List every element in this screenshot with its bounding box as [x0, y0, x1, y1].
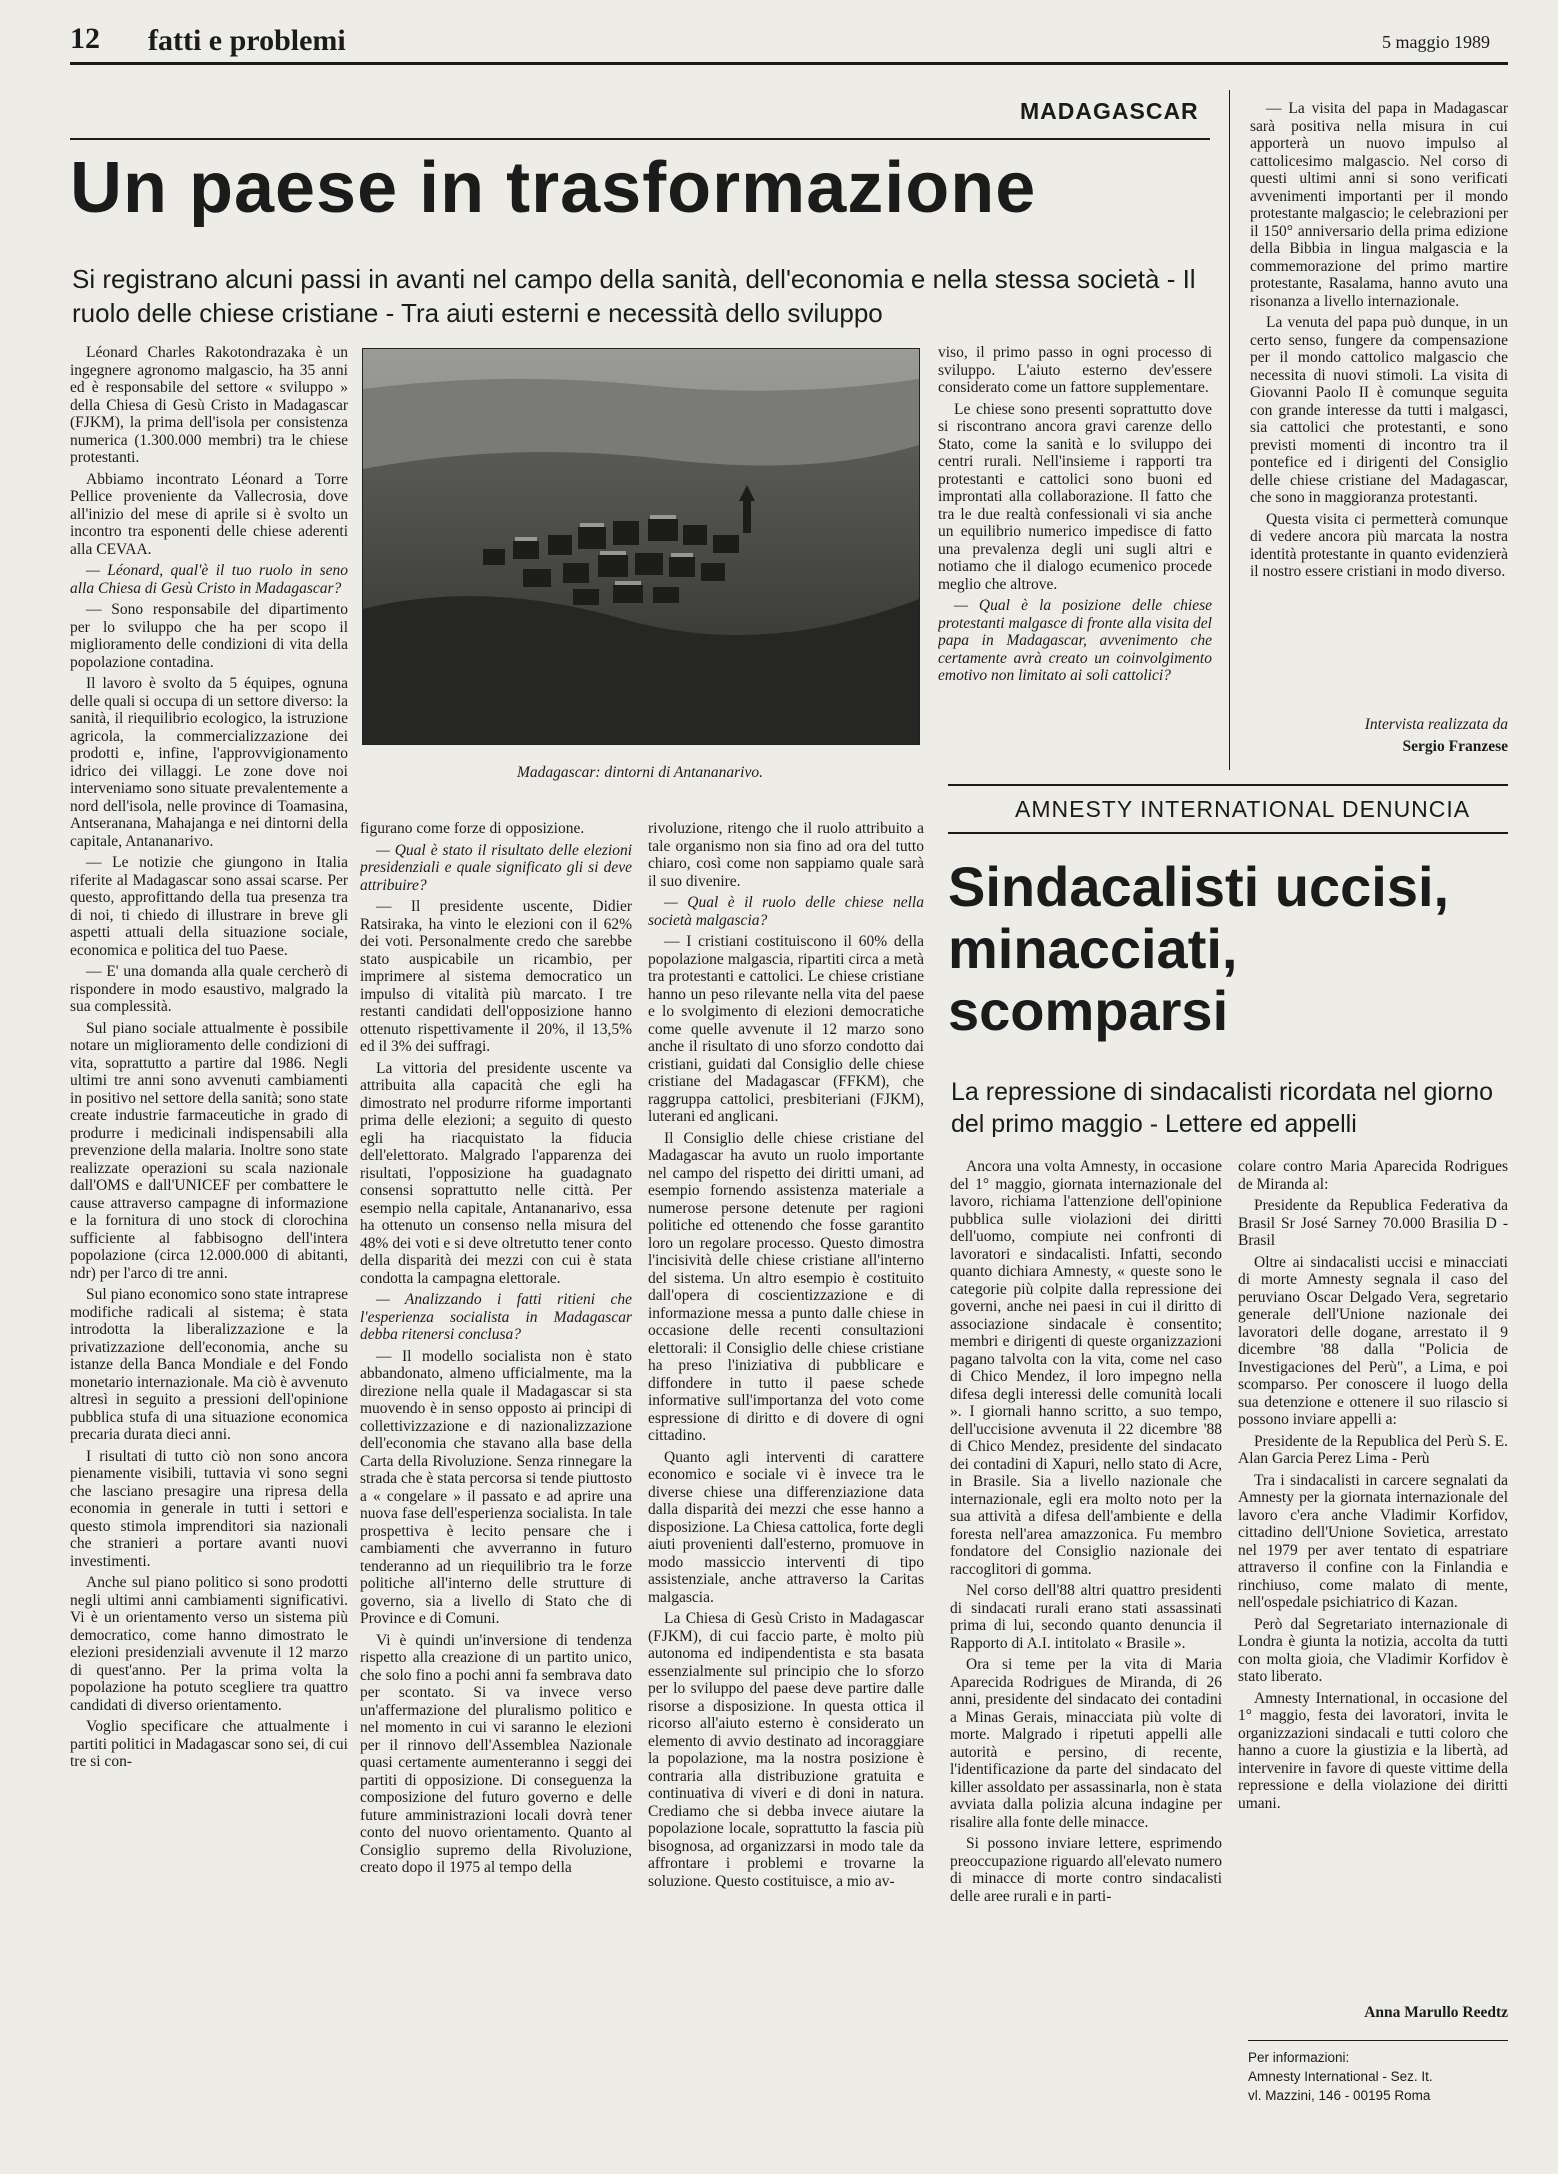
column-divider	[1229, 90, 1230, 770]
amnesty-author-block	[1238, 2004, 1508, 2030]
paragraph: Il Consiglio delle chiese cristiane del Madagascar ha avuto un ruolo importante nel campo del rispetto dei diritti umani, ad esempio fornendo assistenza materiale a numerose persone detenute per ragioni politiche ed ottenendo che fosse garantito loro un regolare processo. Questo dimostra l'incisività delle chiese cristiane all'interno del sistema. Un altro esempio è costituito dall'opera di coscientizzazione e di informazione messa a punto dalle chiese in occasione delle recenti consultazioni elettorali: il Consiglio delle chiese cristiane ha preso l'iniziativa di pubblicare e diffondere in tutto il paese schede informative sull'importanza del voto come espressione di diritto e di dovere di ogni cittadino.	[648, 1129, 924, 1444]
paragraph: — Qual è la posizione delle chiese protestanti malgasce di fronte alla visita del papa in Madagascar, avvenimento che certamente avrà creato un coinvolgimento emotivo non limitato ai soli cattolici?	[938, 597, 1212, 684]
paragraph: — Qual è stato il risultato delle elezioni presidenziali e quale significato gli si deve attribuire?	[360, 841, 632, 894]
info-title: Per informazioni:	[1248, 2050, 1350, 2065]
amnesty-kicker: AMNESTY INTERNATIONAL DENUNCIA	[1015, 796, 1471, 822]
article-kicker: MADAGASCAR	[1020, 98, 1199, 124]
interview-credit-block	[1250, 716, 1508, 776]
paragraph: Il lavoro è svolto da 5 équipes, ognuna delle quali si occupa di un settore diverso: la sanità, il riequilibrio ecologico, la istruzione agricola, la commercializzazione dei prodotti e, infine, l'approvvigionamento idrico dei villaggi. Le zone dove noi interveniamo sono situate prevalentemente a nord dell'isola, nelle province di Toamasina, Antseranana, Mahajanga e nei dintorni della capitale, Antananarivo.	[70, 675, 348, 850]
page-number: 12	[70, 22, 100, 55]
section-title: fatti e problemi	[148, 24, 346, 57]
amnesty-column-1	[950, 1158, 1222, 2158]
paragraph: — La visita del papa in Madagascar sarà positiva nella misura in cui apporterà un nuovo impulso al cattolicesimo malgascio. Nel corso di questi ultimi anni si sono verificati avvenimenti importanti per il mondo protestante malgascio; le celebrazioni per il 150° anniversario della prima edizione della Bibbia in lingua malgascia e la commemorazione del primo martire protestante, Rasalama, hanno avuto una risonanza a livello internazionale.	[1250, 100, 1508, 310]
paragraph: rivoluzione, ritengo che il ruolo attribuito a tale organismo non sia fino ad ora del tutto chiaro, così come non sappiamo quale sarà il suo divenire.	[648, 820, 924, 890]
paragraph: — Sono responsabile del dipartimento per lo sviluppo che ha per scopo il miglioramento delle condizioni di vita della popolazione contadina.	[70, 601, 348, 671]
article-author: Sergio Franzese	[1402, 737, 1508, 755]
amnesty-title: Sindacalisti uccisi, minacciati, scomparsi	[948, 855, 1450, 1042]
header-rule	[70, 62, 1508, 65]
paragraph: — I cristiani costituiscono il 60% della popolazione malgascia, ripartiti circa a metà tra protestanti e cattolici. Le chiese cristiane hanno un peso rilevante nella vita del paese e lo svolgimento di elezioni democratiche come quelle avvenute il 12 marzo sono anche il risultato di uno sforzo condotto dai cristiani, guidati dal Consiglio delle chiese cristiane del Madagascar (FFKM), che raggruppa cattolici, presbiteriani (FJKM), luterani ed anglicani.	[648, 933, 924, 1125]
paragraph: Nel corso dell'88 altri quattro presidenti di sindacati rurali erano stati assassinati prima di lui, secondo quanto denuncia il Rapporto di A.I. intitolato « Brasile ».	[950, 1582, 1222, 1652]
info-box	[1248, 2048, 1508, 2105]
article-title: Un paese in trasformazione	[70, 148, 1037, 228]
paragraph: La vittoria del presidente uscente va attribuita alla capacità che egli ha dimostrato nel produrre riforme importanti prima delle elezioni; a seguito di questo egli ha riacquistato la fiducia dell'elettorato. Malgrado l'apparenza dei risultati, l'opposizione ha guadagnato consensi soprattutto nelle città. Per esempio nella capitale, Antananarivo, essa ha ottenuto un consenso nella misura del 48% dei voti e si deve oltretutto tener conto della disparità dei mezzi con cui è stata condotta la campagna elettorale.	[360, 1059, 632, 1287]
amnesty-kicker-rule	[948, 832, 1508, 834]
paragraph: Questa visita ci permetterà comunque di vedere ancora più marcata la nostra identità protestante in quanto evidenzierà il nostro essere cristiani in modo diverso.	[1250, 510, 1508, 580]
paragraph: colare contro Maria Aparecida Rodrigues de Miranda al:	[1238, 1158, 1508, 1193]
paragraph: Presidente da Republica Federativa da Brasil Sr José Sarney 70.000 Brasilia D - Brasil	[1238, 1197, 1508, 1249]
paragraph: Le chiese sono presenti soprattutto dove si riscontrano ancora gravi carenze dello Stato, come la sanità e lo sviluppo dei centri rurali. Nell'insieme i rapporti tra protestanti e cattolici sono buoni ed improntati alla collaborazione. Il fatto che tra le due realtà confessionali vi sia anche un equilibrio numerico impedisce di fatto una prevalenza degli uni sugli altri e notiamo che il dialogo ecumenico procede meglio che altrove.	[938, 400, 1212, 593]
photo-caption: Madagascar: dintorni di Antananarivo.	[517, 764, 763, 781]
paragraph: I risultati di tutto ciò non sono ancora pienamente visibili, tuttavia vi sono segni che lasciano presagire una ripresa della economia in generale in tutti i settori e questo stimola imprenditori sia nazionali che stranieri a portare avanti nuovi investimenti.	[70, 1447, 348, 1570]
paragraph: Amnesty International, in occasione del 1° maggio, festa dei lavoratori, invita le organizzazioni sindacali e tutti coloro che hanno a cuore la giustizia e la libertà, ad intervenire in favore di queste vittime della repressione e della violazione dei diritti umani.	[1238, 1689, 1508, 1812]
paragraph: — E' una domanda alla quale cercherò di rispondere in modo esaustivo, malgrado la sua complessità.	[70, 963, 348, 1015]
amnesty-column-2	[1238, 1158, 1508, 2028]
paragraph: — Léonard, qual'è il tuo ruolo in seno alla Chiesa di Gesù Cristo in Madagascar?	[70, 562, 348, 597]
amnesty-top-rule	[948, 784, 1508, 786]
paragraph: — Il modello socialista non è stato abbandonato, almeno ufficialmente, ma la direzione nella quale il Madagascar si sta muovendo è in senso opposto ai principi di collettivizzazione e di nazionalizzazione dell'economia che stavano alla base della Carta della Rivoluzione. Senza rinnegare la strada che è stata percorsa si tende piuttosto a « congelare » il passato e ad aprire una nuova fase dell'esperienza socialista. In tale prospettiva è lecito pensare che i cambiamenti che avverranno in futuro tenderanno ad un riequilibrio tra le forze politiche all'interno delle strutture di governo, sia a livello di Stato che di Province e di Comuni.	[360, 1347, 632, 1627]
paragraph: — Qual è il ruolo delle chiese nella società malgascia?	[648, 894, 924, 929]
paragraph: Vi è quindi un'inversione di tendenza rispetto alla creazione di un partito unico, che solo fino a pochi anni fa sembrava dato per scontato. Si va invece verso un'affermazione del pluralismo politico e nel momento in cui vi saranno le elezioni per il rinnovo dell'Assemblea Nazionale quasi certamente aumenteranno i seggi dei partiti di opposizione. Di conseguenza la composizione del futuro governo e delle future amministrazioni locali dovrà tener conto del nuovo orientamento. Quanto al Consiglio supremo della Rivoluzione, creato dopo il 1975 al tempo della	[360, 1631, 632, 1876]
paragraph: Sul piano sociale attualmente è possibile notare un miglioramento delle condizioni di vita, soprattutto a partire dal 1986. Negli ultimi tre anni sono avvenuti cambiamenti in positivo nel settore della sanità; sono state create industrie farmaceutiche in grado di produrre i medicinali indispensabili alla prevenzione della malaria. Inoltre sono state realizzate operazioni su scala nazionale dall'OMS e dall'UNICEF per combattere le cause attraverso campagne di informazione e la fornitura di uno stock di clorochina sufficiente al fabbisogno dell'intera popolazione (circa 12.000.000 di abitanti, ndr) per l'arco di tre anni.	[70, 1019, 348, 1282]
paragraph: Quanto agli interventi di carattere economico e sociale vi è invece tra le diverse chiese una differenziazione data dalla disparità dei mezzi che esse hanno a disposizione. La Chiesa cattolica, forte degli aiuti provenienti dall'esterno, promuove in modo massiccio interventi di tipo assistenziale, anche attraverso la Caritas malgascia.	[648, 1448, 924, 1606]
paragraph: viso, il primo passo in ogni processo di sviluppo. L'aiuto esterno dev'essere considerato come un fattore supplementare.	[938, 344, 1212, 396]
article-column-3-top	[938, 344, 1212, 764]
amnesty-subtitle: La repressione di sindacalisti ricordata nel giorno del primo maggio - Lettere ed appelli	[951, 1078, 1493, 1138]
info-line-1: Amnesty International - Sez. It.	[1248, 2069, 1433, 2084]
kicker-rule	[70, 138, 1210, 140]
article-column-3	[648, 820, 924, 2160]
interview-credit: Intervista realizzata da	[1364, 716, 1508, 733]
info-rule	[1248, 2040, 1508, 2041]
paragraph: — Il presidente uscente, Didier Ratsiraka, ha vinto le elezioni con il 62% dei voti. Personalmente credo che sarebbe stato auspicabile un ricambio, per imprimere al sistema democratico un impulso di vitalità più marcato. I tre restanti candidati dell'opposizione hanno ottenuto rispettivamente il 20%, il 13,5% ed il 3% dei suffragi.	[360, 898, 632, 1055]
paragraph: Léonard Charles Rakotondrazaka è un ingegnere agronomo malgascio, ha 35 anni ed è responsabile del settore « sviluppo » della Chiesa di Gesù Cristo in Madagascar (FJKM), la prima dell'isola per consistenza numerica (1.300.000 membri) tra le chiese protestanti.	[70, 344, 348, 466]
issue-date: 5 maggio 1989	[1382, 32, 1490, 52]
article-subtitle: Si registrano alcuni passi in avanti nel campo della sanità, dell'economia e nella stessa società - Il ruolo delle chiese cristiane - Tra aiuti esterni e necessità dello sviluppo	[72, 264, 1196, 328]
article-column-4	[1250, 100, 1508, 720]
paragraph: Oltre ai sindacalisti uccisi e minacciati di morte Amnesty segnala il caso del peruviano Oscar Delgado Vera, segretario generale dell'Unione nazionale dei lavoratori delle dogane, arrestato il 9 dicembre '88 dalla "Policia de Investigaciones del Perù", a Lima, e poi scomparso. Per conoscere il luogo della sua detenzione e ottenere il suo rilascio si possono inviare appelli a:	[1238, 1253, 1508, 1428]
village-photo	[362, 348, 920, 745]
landscape-photo-image	[363, 349, 919, 744]
info-line-2: vl. Mazzini, 146 - 00195 Roma	[1248, 2088, 1431, 2103]
article-column-1	[70, 344, 348, 2159]
paragraph: Tra i sindacalisti in carcere segnalati da Amnesty per la giornata internazionale del lavoro c'era anche Vladimir Korfidov, cittadino dell'Unione Sovietica, arrestato nel 1979 per aver tentato di espatriare attraverso il confine con la Finlandia e rinchiuso, come malato di mente, nell'ospedale psichiatrico di Kazan.	[1238, 1471, 1508, 1611]
paragraph: Sul piano economico sono state intraprese modifiche radicali al sistema; è stata introdotta la liberalizzazione e la privatizzazione dell'economia, anche su istanze della Banca Mondiale e del Fondo monetario internazionale. Ma ciò è avvenuto altresì in seguito a pressioni dell'opinione pubblica stufa di una situazione economica precaria durata dieci anni.	[70, 1286, 348, 1443]
paragraph: Voglio specificare che attualmente i partiti politici in Madagascar sono sei, di cui tre si con-	[70, 1718, 348, 1770]
paragraph: Però dal Segretariato internazionale di Londra è giunta la notizia, accolta da tutti con molta gioia, che Vladimir Korfidov è stato liberato.	[1238, 1615, 1508, 1685]
paragraph: La Chiesa di Gesù Cristo in Madagascar (FJKM), di cui faccio parte, è molto più autonoma ed indipendentista e sta basata essenzialmente sul principio che lo sforzo per lo sviluppo del paese deve partire dalle risorse a disposizione. In questa ottica il ricorso all'aiuto esterno è considerato un elemento di avvio destinato ad incoraggiare la popolazione, ma la nostra posizione è contraria alla distribuzione gratuita e continuativa di viveri e di doni in natura. Crediamo che si debba invece aiutare la popolazione locale, soprattutto la fascia più bisognosa, ad organizzarsi in modo tale da affrontare i problemi e trovarne la soluzione. Questo costituisce, a mio av-	[648, 1610, 924, 1890]
paragraph: Ancora una volta Amnesty, in occasione del 1° maggio, giornata internazionale del lavoro, richiama l'attenzione dell'opinione pubblica sulle violazioni dei diritti dell'uomo, compiute nei confronti di lavoratori e sindacalisti. Infatti, secondo quanto dichiara Amnesty, « queste sono le categorie più colpite dalla repressione dei governi, anche nei paesi in cui il diritto di associazione sindacale è consentito; membri e dirigenti di queste organizzazioni pagano talvolta con la vita, come nel caso di Chico Mendez, il loro impegno nella difesa degli interessi delle comunità locali ». I giornali hanno scritto, a suo tempo, dell'uccisione avvenuta il 22 dicembre '88 di Chico Mendez, presidente del sindacato dei contadini di Xapuri, nello stato di Acre, in Brasile. Sia a livello nazionale che internazionale, egli era molto noto per la sua attività a difesa dell'ambiente e della foresta nell'area amazzonica. Fu membro fondatore del Consiglio nazionale dei raccoglitori di gomma.	[950, 1158, 1222, 1578]
amnesty-author: Anna Marullo Reedtz	[1364, 2004, 1508, 2021]
paragraph: figurano come forze di opposizione.	[360, 820, 585, 837]
paragraph: Abbiamo incontrato Léonard a Torre Pellice proveniente da Vallecrosia, dove all'inizio del mese di aprile si è svolto un incontro tra esponenti delle chiese aderenti alla CEVAA.	[70, 470, 348, 558]
paragraph: Ora si teme per la vita di Maria Aparecida Rodrigues de Miranda, di 26 anni, presidente del sindacato dei contadini a Minas Gerais, minacciata più volte di morte. Malgrado i ripetuti appelli alle autorità e persino, di recente, l'identificazione da parte del sindacato del killer assoldato per assassinarla, non è stata avviata dalla polizia alcuna indagine per risalire alla fonte delle minacce.	[950, 1656, 1222, 1831]
paragraph: Si possono inviare lettere, esprimendo preoccupazione riguardo all'elevato numero di minacce di morte contro sindacalisti delle aree rurali e in parti-	[950, 1835, 1222, 1905]
paragraph: — Analizzando i fatti ritieni che l'esperienza socialista in Madagascar debba ritenersi conclusa?	[360, 1291, 632, 1343]
paragraph: — Le notizie che giungono in Italia riferite al Madagascar sono assai scarse. Per questo, approfittando della tua presenza tra di noi, ti chiedo di illustrare in breve gli aspetti attuali della situazione sociale, economica e politica del tuo Paese.	[70, 854, 348, 959]
paragraph: Anche sul piano politico si sono prodotti negli ultimi anni cambiamenti significativi. Vi è un orientamento verso un sistema più democratico, come hanno dimostrato le elezioni presidenziali avvenute il 12 marzo di quest'anno. Per la prima volta la popolazione ha potuto scegliere tra quattro candidati di diverso orientamento.	[70, 1574, 348, 1714]
article-column-2	[360, 820, 632, 2160]
paragraph: Presidente de la Republica del Perù S. E. Alan Garcia Perez Lima - Perù	[1238, 1432, 1508, 1467]
paragraph: La venuta del papa può dunque, in un certo senso, fungere da compensazione per il mondo cattolico malgascio che necessita di nuovi stimoli. La visita di Giovanni Paolo II è comunque seguita con grande interesse da tutti i malgasci, sia cattolici che protestanti, e sono previsti momenti di incontro tra il pontefice ed i dirigenti del Consiglio delle chiese cristiane del Madagascar, che sono in maggioranza protestanti.	[1250, 314, 1508, 506]
